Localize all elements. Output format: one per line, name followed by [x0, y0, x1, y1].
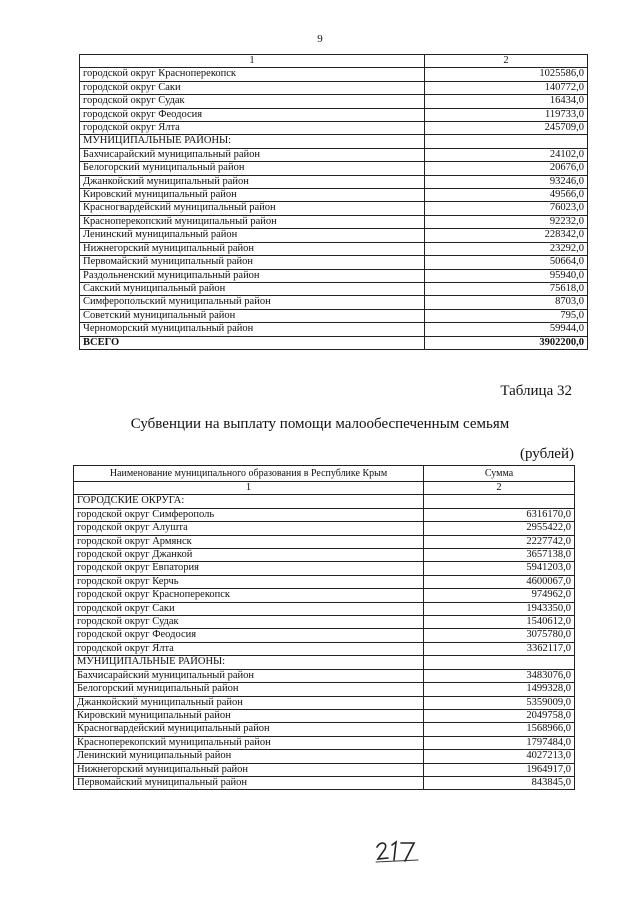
column-number-2: 2: [425, 55, 588, 68]
row-name: Первомайский муниципальный район: [80, 256, 425, 269]
table-row: [74, 535, 575, 548]
row-name: Ленинский муниципальный район: [74, 750, 424, 763]
table-row: [80, 229, 588, 242]
row-name: Джанкойский муниципальный район: [80, 175, 425, 188]
row-name: городской округ Красноперекопск: [80, 68, 425, 81]
row-value: 20676,0: [425, 162, 588, 175]
row-value: 3362117,0: [424, 642, 575, 655]
table-row: [80, 108, 588, 121]
units-label: (рублей): [519, 446, 574, 462]
table-row: [80, 215, 588, 228]
row-name: Нижнегорский муниципальный район: [80, 242, 425, 255]
table-caption: Субвенции на выплату помощи малообеспеченным семьям: [130, 416, 510, 432]
row-value: 24102,0: [425, 148, 588, 161]
table-row: [80, 242, 588, 255]
table-row: [80, 81, 588, 94]
row-name: Черноморский муниципальный район: [80, 323, 425, 336]
column-number-1: 1: [74, 482, 424, 495]
row-value: 3483076,0: [424, 669, 575, 682]
row-value: 1568966,0: [424, 723, 575, 736]
table-row: [74, 683, 575, 696]
row-name: городской округ Саки: [74, 602, 424, 615]
row-value: 95940,0: [425, 269, 588, 282]
row-value: [425, 135, 588, 148]
row-value: 3075780,0: [424, 629, 575, 642]
row-value: [424, 656, 575, 669]
table-row: [74, 602, 575, 615]
row-value: 843845,0: [424, 776, 575, 789]
row-name: МУНИЦИПАЛЬНЫЕ РАЙОНЫ:: [80, 135, 425, 148]
row-value: 5359009,0: [424, 696, 575, 709]
total-row: [80, 336, 588, 349]
table-row: [80, 95, 588, 108]
row-value: [424, 495, 575, 508]
row-name: городской округ Феодосия: [80, 108, 425, 121]
table-row: [80, 122, 588, 135]
row-value: 23292,0: [425, 242, 588, 255]
row-value: 50664,0: [425, 256, 588, 269]
row-name: Красногвардейский муниципальный район: [80, 202, 425, 215]
row-name: Бахчисарайский муниципальный район: [74, 669, 424, 682]
column-number-1: 1: [80, 55, 425, 68]
table-row: [80, 135, 588, 148]
table-row: [80, 282, 588, 295]
table-row: [74, 669, 575, 682]
handwritten-page-mark: [374, 838, 424, 864]
table-row: [74, 589, 575, 602]
table-row: [80, 309, 588, 322]
row-name: МУНИЦИПАЛЬНЫЕ РАЙОНЫ:: [74, 656, 424, 669]
row-name: городской округ Евпатория: [74, 562, 424, 575]
header-row: [74, 466, 575, 482]
row-name: Кировский муниципальный район: [80, 189, 425, 202]
column-number-row: [74, 482, 575, 495]
row-name: городской округ Армянск: [74, 535, 424, 548]
table-row: [80, 256, 588, 269]
table-subventions-continued: [79, 54, 588, 350]
row-name: Нижнегорский муниципальный район: [74, 763, 424, 776]
row-value: 2227742,0: [424, 535, 575, 548]
table-row: [74, 629, 575, 642]
row-value: 1943350,0: [424, 602, 575, 615]
row-name: городской округ Ялта: [80, 122, 425, 135]
row-name: Джанкойский муниципальный район: [74, 696, 424, 709]
row-value: 1540612,0: [424, 616, 575, 629]
row-name: Белогорский муниципальный район: [74, 683, 424, 696]
row-name: городской округ Судак: [74, 616, 424, 629]
row-value: 59944,0: [425, 323, 588, 336]
row-value: 2049758,0: [424, 709, 575, 722]
table-row: [80, 189, 588, 202]
table-row: [74, 763, 575, 776]
row-name: ГОРОДСКИЕ ОКРУГА:: [74, 495, 424, 508]
row-value: 4600067,0: [424, 575, 575, 588]
row-value: 2955422,0: [424, 522, 575, 535]
total-value: 3902200,0: [425, 336, 588, 349]
row-value: 5941203,0: [424, 562, 575, 575]
row-value: 6316170,0: [424, 508, 575, 521]
column-number-2: 2: [424, 482, 575, 495]
table-row: [74, 642, 575, 655]
table-row: [80, 202, 588, 215]
column-number-row: [80, 55, 588, 68]
total-label: ВСЕГО: [80, 336, 425, 349]
row-name: Первомайский муниципальный район: [74, 776, 424, 789]
row-name: городской округ Алушта: [74, 522, 424, 535]
row-name: Раздольненский муниципальный район: [80, 269, 425, 282]
table-row: [74, 736, 575, 749]
row-value: 3657138,0: [424, 549, 575, 562]
table-row: [80, 148, 588, 161]
table-row: [74, 709, 575, 722]
page-number: 9: [317, 33, 323, 45]
row-value: 1797484,0: [424, 736, 575, 749]
table-row: [74, 656, 575, 669]
header-name: Наименование муниципального образования в Республике Крым: [74, 466, 424, 482]
row-name: Кировский муниципальный район: [74, 709, 424, 722]
row-value: 92232,0: [425, 215, 588, 228]
table-row: [74, 522, 575, 535]
row-name: городской округ Саки: [80, 81, 425, 94]
row-value: 140772,0: [425, 81, 588, 94]
table-row: [74, 696, 575, 709]
row-name: городской округ Симферополь: [74, 508, 424, 521]
row-value: 93246,0: [425, 175, 588, 188]
table-row: [80, 323, 588, 336]
row-name: Ленинский муниципальный район: [80, 229, 425, 242]
table-row: [80, 269, 588, 282]
row-name: Белогорский муниципальный район: [80, 162, 425, 175]
row-name: городской округ Ялта: [74, 642, 424, 655]
table-row: [80, 162, 588, 175]
table-row: [74, 495, 575, 508]
table-row: [74, 508, 575, 521]
table-row: [74, 750, 575, 763]
row-name: Сакский муниципальный район: [80, 282, 425, 295]
row-name: городской округ Судак: [80, 95, 425, 108]
row-name: Бахчисарайский муниципальный район: [80, 148, 425, 161]
table-row: [80, 175, 588, 188]
row-value: 795,0: [425, 309, 588, 322]
row-name: Симферопольский муниципальный район: [80, 296, 425, 309]
row-value: 4027213,0: [424, 750, 575, 763]
row-name: Советский муниципальный район: [80, 309, 425, 322]
row-value: 245709,0: [425, 122, 588, 135]
table-row: [74, 549, 575, 562]
row-name: городской округ Красноперекопск: [74, 589, 424, 602]
row-value: 76023,0: [425, 202, 588, 215]
row-value: 1025586,0: [425, 68, 588, 81]
row-value: 49566,0: [425, 189, 588, 202]
row-value: 1499328,0: [424, 683, 575, 696]
row-value: 228342,0: [425, 229, 588, 242]
table-row: [74, 616, 575, 629]
row-value: 75618,0: [425, 282, 588, 295]
table-row: [80, 68, 588, 81]
table-row: [74, 562, 575, 575]
table-label: Таблица 32: [500, 383, 572, 399]
table-row: [74, 776, 575, 789]
row-value: 8703,0: [425, 296, 588, 309]
table-row: [74, 575, 575, 588]
row-name: городской округ Феодосия: [74, 629, 424, 642]
row-name: Красноперекопский муниципальный район: [74, 736, 424, 749]
row-name: городской округ Керчь: [74, 575, 424, 588]
row-name: Красногвардейский муниципальный район: [74, 723, 424, 736]
table-32: [73, 465, 575, 790]
row-value: 974962,0: [424, 589, 575, 602]
row-value: 16434,0: [425, 95, 588, 108]
row-name: Красноперекопский муниципальный район: [80, 215, 425, 228]
table-row: [74, 723, 575, 736]
header-sum: Сумма: [424, 466, 575, 482]
row-value: 1964917,0: [424, 763, 575, 776]
row-value: 119733,0: [425, 108, 588, 121]
row-name: городской округ Джанкой: [74, 549, 424, 562]
table-row: [80, 296, 588, 309]
